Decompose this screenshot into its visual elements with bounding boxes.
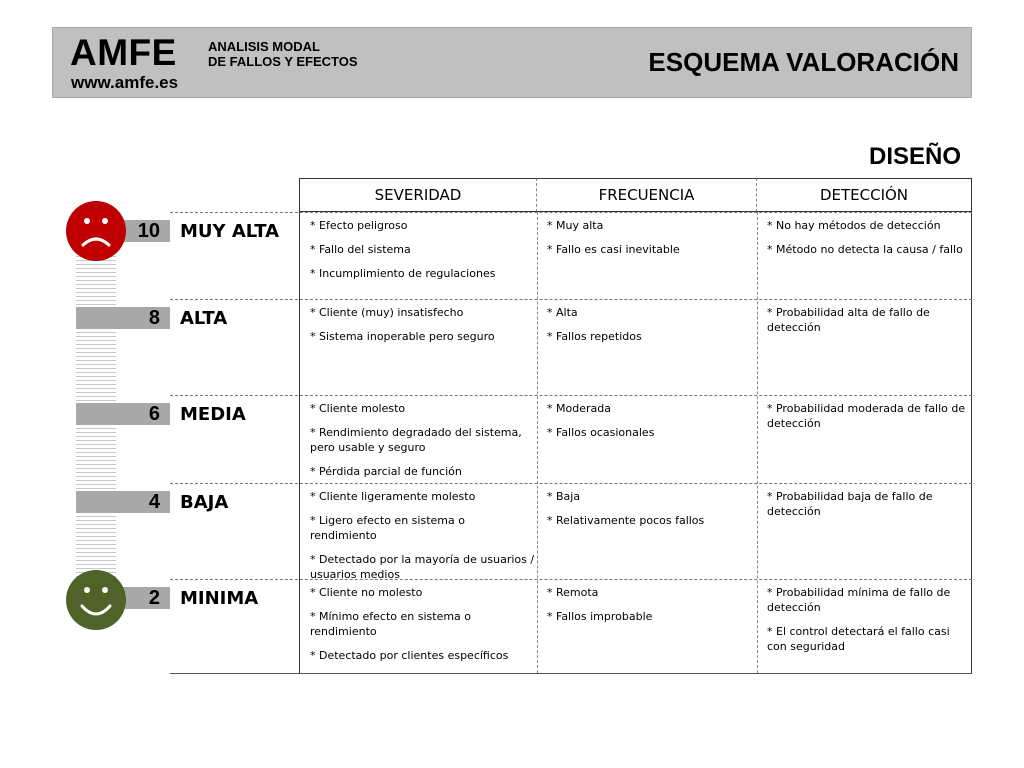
cell-item: * Efecto peligroso — [310, 219, 408, 232]
cell-frequency — [547, 401, 747, 449]
cell-item: * Probabilidad mínima de fallo de detección — [767, 586, 951, 614]
cell-item: * Ligero efecto en sistema o rendimiento — [310, 514, 465, 542]
cell-item: * Mínimo efecto en sistema o rendimiento — [310, 610, 472, 638]
cell-item: * Fallos ocasionales — [547, 426, 655, 439]
cell-item: * Sistema inoperable pero seguro — [310, 330, 495, 343]
row-separator — [170, 483, 972, 484]
cell-detection — [767, 489, 967, 528]
cell-item: * Probabilidad alta de fallo de detección — [767, 306, 930, 334]
cell-item: * Baja — [547, 490, 581, 503]
cell-item: * Moderada — [547, 402, 611, 415]
row-separator — [170, 299, 972, 300]
cell-severity — [310, 218, 535, 290]
cell-detection — [767, 305, 967, 344]
cell-item: * Alta — [547, 306, 578, 319]
cell-severity — [310, 305, 535, 353]
section-title: DISEÑO — [868, 143, 961, 170]
column-header-detection: DETECCIÓN — [757, 178, 972, 212]
cell-severity — [310, 489, 535, 591]
level-label: MEDIA — [180, 404, 246, 425]
cell-item: * Cliente ligeramente molesto — [310, 490, 476, 503]
cell-detection — [767, 218, 967, 266]
column-header-frequency: FRECUENCIA — [537, 178, 757, 212]
column-header-severity: SEVERIDAD — [299, 178, 537, 212]
row-separator — [170, 395, 972, 396]
cell-item: * No hay métodos de detección — [767, 219, 941, 232]
cell-item: * Muy alta — [547, 219, 604, 232]
level-label: MINIMA — [180, 588, 259, 609]
logo: AMFE — [70, 32, 177, 73]
cell-severity — [310, 401, 535, 488]
cell-frequency — [547, 218, 747, 266]
cell-item: * Cliente molesto — [310, 402, 406, 415]
cell-item: * Fallos improbable — [547, 610, 653, 623]
level-label: MUY ALTA — [180, 221, 280, 242]
score-label: 6 — [76, 403, 170, 425]
table-border-left — [299, 212, 300, 673]
cell-item: * Detectado por la mayoría de usuarios / usuarios medios — [310, 553, 535, 581]
page-title: ESQUEMA VALORACIÓN — [648, 47, 959, 77]
cell-severity — [310, 585, 535, 672]
happy-face-icon — [66, 570, 126, 630]
score-label: 10 — [76, 220, 170, 242]
cell-item: * Pérdida parcial de función — [310, 465, 462, 478]
score-label: 4 — [76, 491, 170, 513]
header-banner — [52, 27, 972, 98]
cell-frequency — [547, 585, 747, 633]
cell-item: * El control detectará el fallo casi con seguridad — [767, 625, 950, 653]
cell-item: * Remota — [547, 586, 599, 599]
cell-item: * Probabilidad moderada de fallo de detección — [767, 402, 966, 430]
cell-detection — [767, 401, 967, 440]
cell-item: * Fallo es casi inevitable — [547, 243, 680, 256]
sad-face-icon — [66, 201, 126, 261]
table-border-right — [971, 212, 972, 673]
cell-frequency — [547, 305, 747, 353]
cell-item: * Relativamente pocos fallos — [547, 514, 705, 527]
cell-item: * Detectado por clientes específicos — [310, 649, 509, 662]
cell-item: * Rendimiento degradado del sistema, pero usable y seguro — [310, 426, 522, 454]
table-bottom-border — [170, 673, 972, 674]
cell-item: * Probabilidad baja de fallo de detección — [767, 490, 933, 518]
row-separator — [170, 579, 972, 580]
cell-item: * Fallos repetidos — [547, 330, 642, 343]
logo-subtitle-line2: DE FALLOS Y EFECTOS — [208, 54, 358, 69]
level-label: ALTA — [180, 308, 228, 329]
website-url: www.amfe.es — [71, 73, 179, 92]
cell-item: * Cliente no molesto — [310, 586, 423, 599]
logo-subtitle — [208, 39, 358, 69]
cell-item: * Incumplimiento de regulaciones — [310, 267, 496, 280]
logo-subtitle-line1: ANALISIS MODAL — [208, 39, 320, 54]
row-separator — [170, 212, 972, 213]
column-divider-2 — [757, 212, 758, 673]
cell-item: * Cliente (muy) insatisfecho — [310, 306, 464, 319]
score-label: 8 — [76, 307, 170, 329]
level-label: BAJA — [180, 492, 229, 513]
column-divider-1 — [537, 212, 538, 673]
cell-item: * Fallo del sistema — [310, 243, 411, 256]
cell-detection — [767, 585, 967, 663]
cell-item: * Método no detecta la causa / fallo — [767, 243, 963, 256]
score-label: 2 — [76, 587, 170, 609]
cell-frequency — [547, 489, 747, 537]
